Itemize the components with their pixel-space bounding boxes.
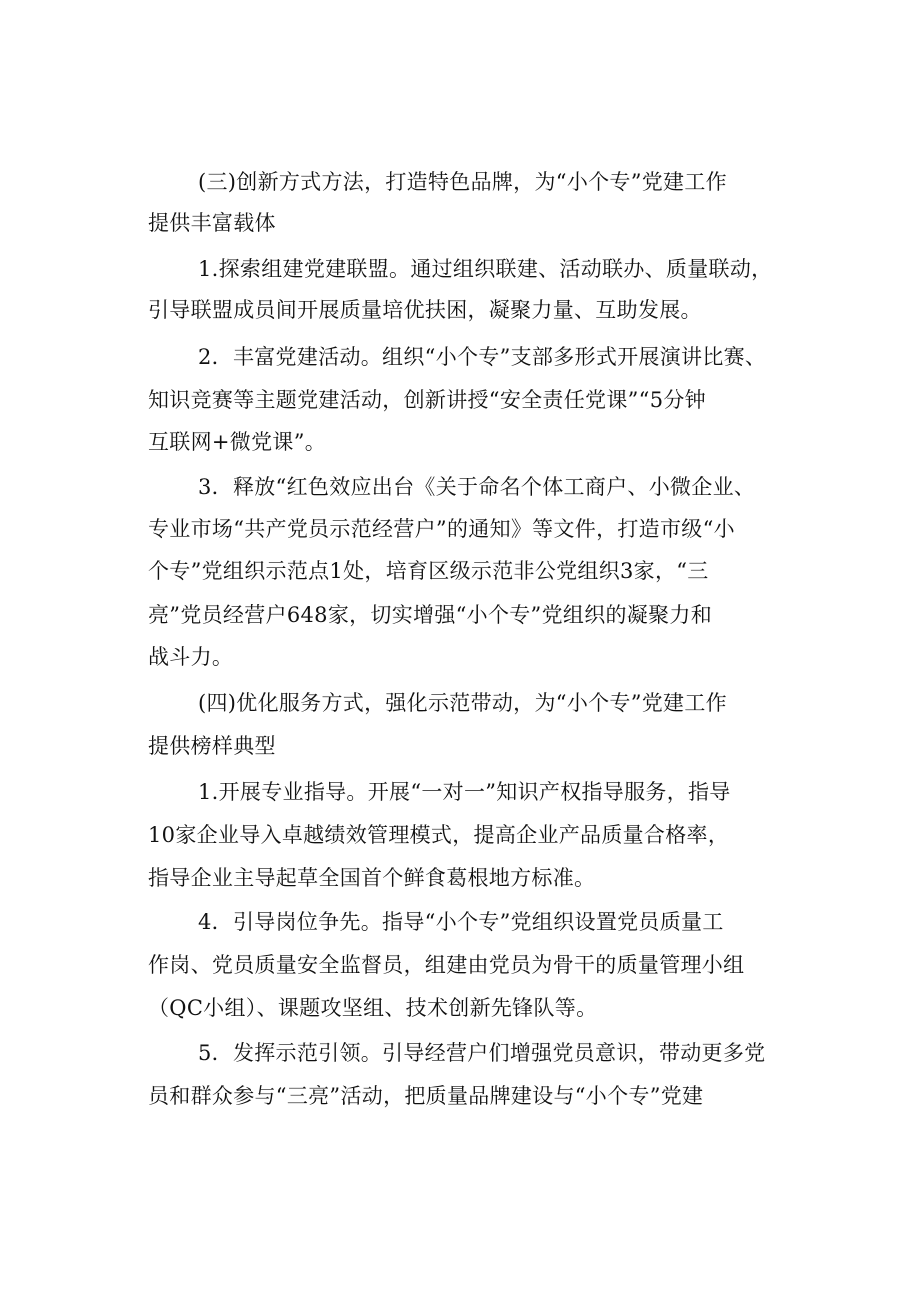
section-4-heading-line-1: (四)优化服务方式，强化示范带动，为“小个专”党建工作 (198, 691, 727, 715)
section-3-heading-line-2: 提供丰富载体 (148, 211, 276, 235)
section-3-heading-line-1: (三)创新方式方法，打造特色品牌，为“小个专”党建工作 (198, 170, 727, 194)
item-2-line-3: 互联网+微党课”。 (148, 430, 327, 454)
item-4-1-line-3: 指导企业主导起草全国首个鲜食葛根地方标准。 (148, 866, 596, 890)
item-2-line-2: 知识竞赛等主题党建活动，创新讲授“安全责任党课”“5分钟 (148, 388, 706, 412)
item-4-4-line-1: 4．引导岗位争先。指导“小个专”党组织设置党员质量工 (198, 910, 724, 934)
item-4-4-line-2: 作岗、党员质量安全监督员，组建由党员为骨干的质量管理小组 (148, 953, 745, 977)
item-3-line-4: 亮”党员经营户648家，切实增强“小个专”党组织的凝聚力和 (148, 603, 712, 627)
item-3-line-2: 专业市场“共产党员示范经营户”的通知》等文件，打造市级“小 (148, 517, 735, 541)
item-4-5-line-1: 5．发挥示范引领。引导经营户们增强党员意识，带动更多党 (198, 1041, 766, 1065)
item-4-1-line-2: 10家企业导入卓越绩效管理模式，提高企业产品质量合格率， (148, 823, 730, 847)
item-1-line-2: 引导联盟成员间开展质量培优扶困，凝聚力量、互助发展。 (148, 298, 702, 322)
item-3-line-3: 个专”党组织示范点1处，培育区级示范非公党组织3家，“三 (148, 559, 709, 583)
item-4-1-line-1: 1.开展专业指导。开展“一对一”知识产权指导服务，指导 (198, 780, 731, 804)
item-1-line-1: 1.探索组建党建联盟。通过组织联建、活动联办、质量联动， (198, 257, 773, 281)
item-2-line-1: 2．丰富党建活动。组织“小个专”支部多形式开展演讲比赛、 (198, 345, 767, 369)
item-3-line-1: 3．释放“红色效应出台《关于命名个体工商户、小微企业、 (198, 475, 756, 499)
item-4-5-line-2: 员和群众参与“三亮”活动，把质量品牌建设与“小个专”党建 (148, 1084, 704, 1108)
item-3-line-5: 战斗力。 (148, 645, 234, 669)
section-4-heading-line-2: 提供榜样典型 (148, 734, 276, 758)
item-4-4-line-3: （QC小组）、课题攻坚组、技术创新先锋队等。 (148, 996, 598, 1020)
